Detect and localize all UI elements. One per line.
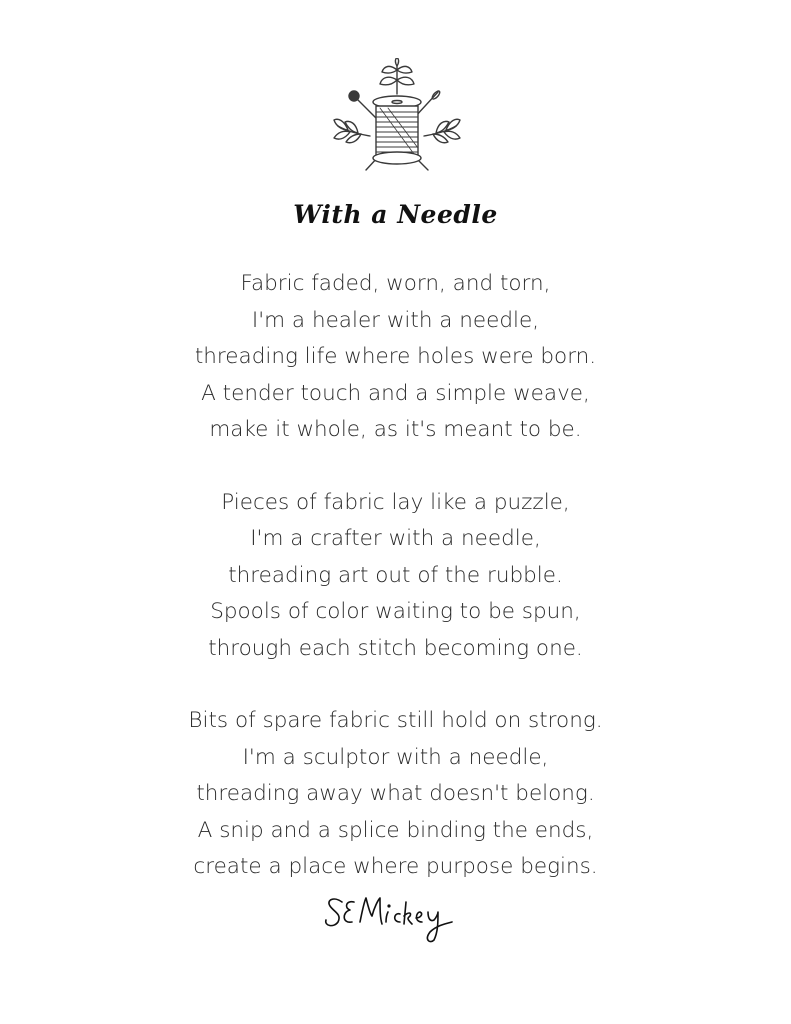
poem-line: A tender touch and a simple weave, <box>201 380 590 406</box>
poem-line: A snip and a splice binding the ends, <box>197 817 594 843</box>
poem-line: I'm a crafter with a needle, <box>250 526 541 551</box>
poem-line: Fabric faded, worn, and torn, <box>240 271 551 296</box>
poem-line: create a place where purpose begins. <box>193 854 598 879</box>
poem-line: Spools of color waiting to be spun, <box>210 599 581 624</box>
poem-line: I'm a sculptor with a needle, <box>242 744 549 770</box>
spool-of-thread-icon <box>330 58 465 176</box>
poem-line: threading art out of the rubble. <box>228 562 563 588</box>
poem-line: threading away what doesn't belong. <box>196 781 595 806</box>
poem-line: Bits of spare fabric still hold on strong. <box>188 708 603 733</box>
poem-line: make it whole, as it's meant to be. <box>209 417 582 442</box>
poem-line: through each stitch becoming one. <box>208 635 583 661</box>
stanza-3 <box>0 703 791 886</box>
poem-body <box>0 266 791 922</box>
stanza-2 <box>0 485 791 668</box>
poem-line: threading life where holes were born. <box>194 344 597 369</box>
poem-title: With a Needle <box>293 200 498 229</box>
poem-line: Pieces of fabric lay like a puzzle, <box>221 489 570 515</box>
author-signature <box>320 888 470 948</box>
poem-line: I'm a healer with a needle, <box>251 307 540 333</box>
stanza-1 <box>0 266 791 449</box>
